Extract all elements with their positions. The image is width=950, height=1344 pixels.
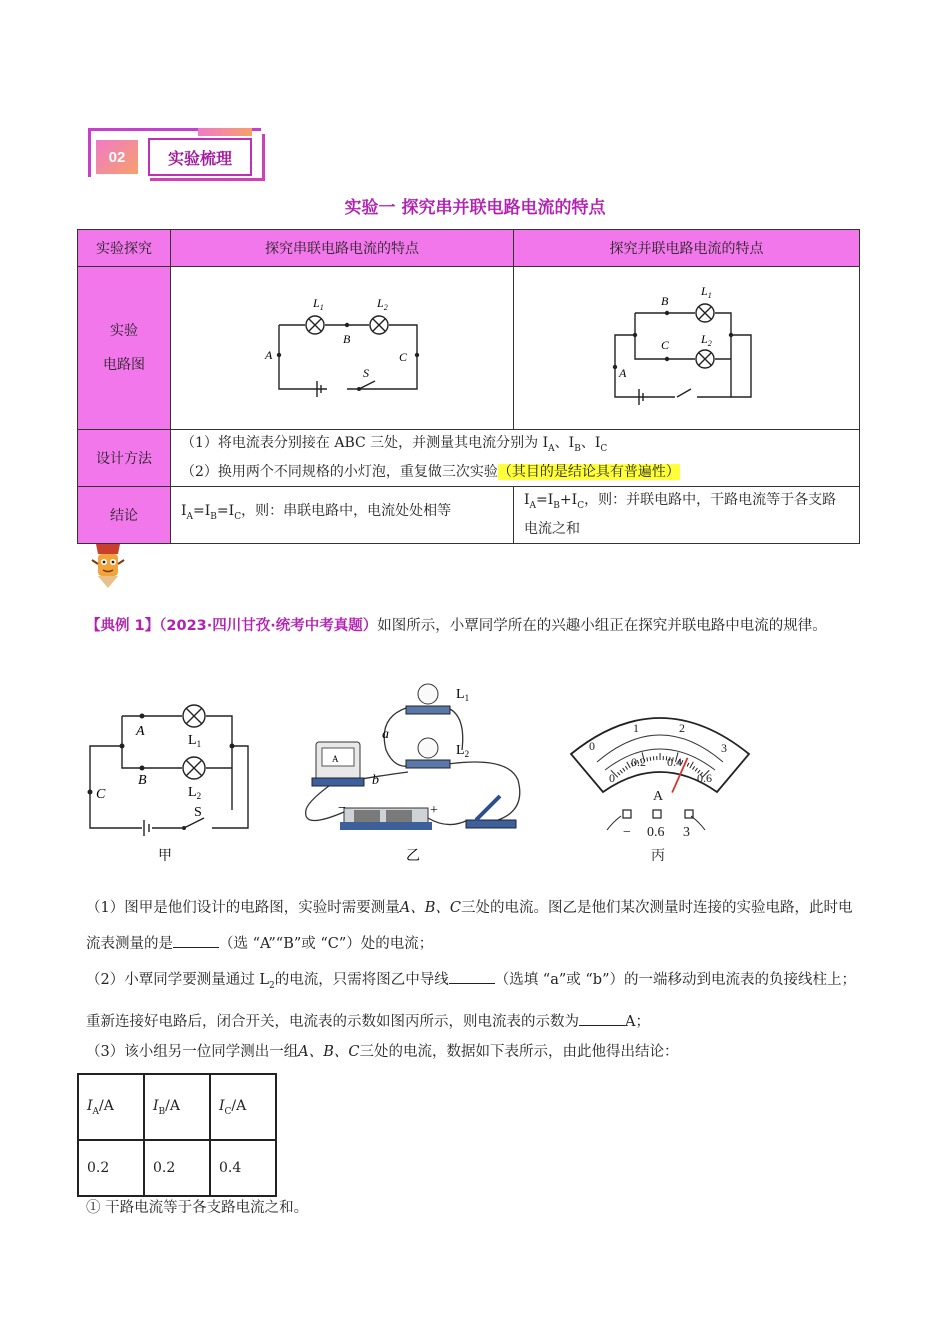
label-L2: $L_2$ (377, 296, 388, 312)
design-row (78, 430, 860, 487)
caption-jia: 甲 (158, 848, 172, 864)
bulb-icon (418, 684, 438, 704)
label-S: S (363, 366, 369, 380)
label-B: B (138, 773, 147, 788)
battery-plus: + (430, 803, 438, 818)
label-C: C (96, 787, 106, 802)
terminal-minus: − (623, 825, 631, 840)
row-label-line: 电路图 (103, 357, 145, 373)
answer-blank[interactable] (449, 969, 495, 984)
meter-tick (650, 757, 651, 761)
lamp-base (406, 760, 450, 768)
design-method-cell (171, 430, 860, 487)
wire-b-label: b (372, 773, 379, 788)
figure-yi-apparatus (298, 680, 528, 870)
design-line-1: （1）将电流表分别接在 ABC 三处，并测量其电流分别为 $I_A$、$I_B$、$I_C$ (181, 435, 608, 454)
circuit-row-label (78, 267, 171, 430)
header-cell: 实验探究 (78, 230, 171, 267)
value-ic: 0.4 (210, 1140, 276, 1196)
design-line-2: （2）换用两个不同规格的小灯泡，重复做三次实验（其目的是结论具有普遍性） (181, 463, 680, 480)
example-intro: 【典例 1】（2023·四川甘孜·统考中考真题）如图所示，小覃同学所在的兴趣小组正在探究并联电路中电流的规律。 (86, 618, 827, 634)
label-S: S (194, 805, 202, 820)
value-ia: 0.2 (78, 1140, 144, 1196)
terminal-0-6: 0.6 (647, 825, 665, 840)
question-3: （3）该小组另一位同学测出一组A、B、C三处的电流，数据如下表所示，由此他得出结论： (86, 1044, 679, 1060)
question-1: （1）图甲是他们设计的电路图，实验时需要测量A、B、C三处的电流。图乙是他们某次测量时连接的实验电路，此时电流表测量的是 （选 “A”“B”或 “C”）处的电流； (86, 900, 853, 952)
current-data-table (77, 1073, 277, 1197)
label-L1: $L_1$ (188, 733, 202, 749)
table-row (78, 1140, 276, 1196)
series-circuit-diagram (257, 293, 427, 403)
label-B: B (660, 294, 668, 308)
switch-icon (466, 820, 516, 828)
tick-label: 0 (589, 739, 595, 753)
circuit-row (78, 267, 860, 430)
header-ia: $I_A/A$ (78, 1074, 144, 1140)
figure-jia-circuit (82, 700, 262, 870)
tick-label: 0.2 (631, 755, 646, 769)
highlight-purpose: （其目的是结论具有普遍性） (497, 463, 680, 480)
section-number: 02 (96, 140, 138, 174)
series-circuit-cell (171, 267, 514, 430)
header-cell: 探究串联电路电流的特点 (171, 230, 514, 267)
example-label: 【典例 1】（2023·四川甘孜·统考中考真题） (86, 618, 378, 634)
bulb-icon (418, 738, 438, 758)
label-A: A (618, 366, 626, 380)
label-L1: $L_1$ (700, 284, 712, 300)
label-L1: $L_1$ (313, 296, 324, 312)
tick-label: 3 (721, 741, 727, 755)
label-L2: $L_2$ (700, 332, 712, 348)
tick-label: 2 (679, 721, 685, 735)
parallel-circuit-cell (514, 267, 860, 430)
tick-label: 0.6 (697, 771, 712, 785)
label-C: C (399, 350, 408, 364)
pencil-mascot-icon (86, 540, 132, 590)
row-label-line: 实验 (110, 323, 138, 339)
tick-label: 0.4 (667, 755, 682, 769)
meter-unit: A (332, 754, 339, 764)
battery-minus: − (338, 801, 346, 816)
badge-accent-bar (198, 128, 252, 136)
experiment-title: 实验一 探究串并联电路电流的特点 (344, 198, 606, 218)
section-badge (88, 128, 268, 182)
value-ib: 0.2 (144, 1140, 210, 1196)
figure-bing-meter (565, 700, 755, 870)
table-header-row (78, 230, 860, 267)
label-A: A (136, 724, 145, 739)
lamp-base (406, 706, 450, 714)
label-L2: $L_2$ (456, 743, 470, 759)
label-L1: $L_1$ (456, 687, 470, 703)
answer-blank[interactable] (173, 933, 219, 948)
header-ib: $I_B/A$ (144, 1074, 210, 1140)
conclusion-note: ① 干路电流等于各支路电流之和。 (86, 1200, 309, 1216)
label-L2: $L_2$ (188, 785, 202, 801)
caption-yi: 乙 (406, 848, 420, 864)
meter-unit: A (653, 789, 664, 804)
question-2: （2）小覃同学要测量通过 $L_2$的电流，只需将图乙中导线 （选填 “a”或 “b”）的一端移动到电流表的负接线柱上；重新连接好电路后，闭合开关，电流表的示数如图丙所示，则电流表的示数为 A； (86, 962, 866, 1040)
terminal-3: 3 (683, 825, 690, 840)
answer-blank[interactable] (579, 1011, 625, 1026)
label-B: B (343, 332, 351, 346)
series-conclusion: $I_A=I_B=I_C$，则：串联电路中，电流处处相等 (171, 486, 514, 543)
wire-a-label: a (382, 727, 389, 742)
caption-bing: 丙 (651, 848, 665, 864)
table-row (78, 1074, 276, 1140)
tick-label: 0 (609, 771, 615, 785)
label-A: A (265, 348, 273, 362)
parallel-conclusion: $I_A=I_B+I_C$，则：并联电路中，干路电流等于各支路电流之和 (514, 486, 860, 543)
design-label: 设计方法 (78, 430, 171, 487)
conclusion-row (78, 486, 860, 543)
header-cell: 探究并联电路电流的特点 (514, 230, 860, 267)
parallel-circuit-diagram (607, 283, 767, 413)
tick-label: 1 (633, 721, 639, 735)
header-ic: $I_C/A$ (210, 1074, 276, 1140)
section-title: 实验梳理 (148, 138, 252, 176)
experiment-table (77, 229, 860, 544)
conclusion-label: 结论 (78, 486, 171, 543)
label-C: C (660, 338, 669, 352)
